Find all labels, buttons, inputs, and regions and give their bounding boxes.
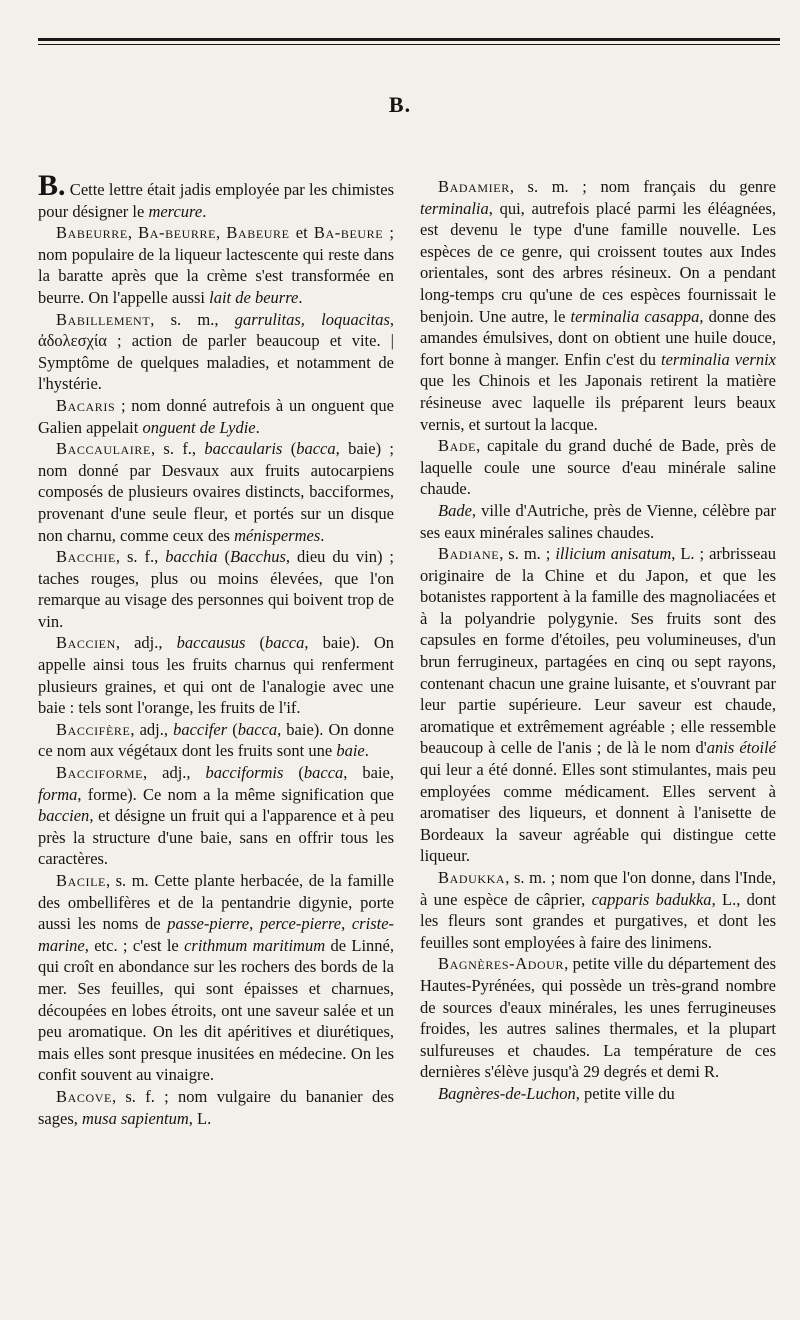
entry-text: , dieu du vin) ; taches rouges, plus ou moins élevées, que l'on remarque au visage des personnes qui boivent trop de vin. (38, 547, 395, 631)
dictionary-entry (38, 169, 394, 222)
headword: Bacaris (56, 395, 116, 415)
entry-text: , etc. ; c'est le (84, 935, 185, 955)
dictionary-entry (420, 176, 776, 435)
dictionary-entry (420, 953, 776, 1083)
entry-text: , L., dont les fleurs sont grandes et purgatives, et dont les feuilles sont employées à faire des linimens. (420, 889, 776, 952)
entry-text: ; nom populaire de la liqueur lactescente qui reste dans la baratte après que la crème s'est transformée en beurre. On l'appelle aussi (38, 223, 394, 307)
entry-text: , (341, 914, 352, 934)
entry-text: , s. f., (115, 547, 166, 567)
entry-text: Cette lettre était jadis employée par les chimistes pour désigner le (38, 180, 394, 221)
entry-text: de Linné, qui croît en abondance sur les rochers des bords de la mer. Ses feuilles, qui sont épaisses et charnues, découpées en lobes étroits, ont une saveur salée et un peu aromatique. On les dit apéritives et diurétiques, mais elles sont presque inusitées en médecine. On les confit souvent au vinaigre. (38, 935, 394, 1085)
entry-text: , L. (188, 1108, 212, 1128)
italic-term: mercure (148, 201, 203, 221)
entry-text: . (364, 741, 369, 761)
italic-term: baccausus (176, 633, 246, 653)
dictionary-entry (420, 543, 776, 867)
entry-text: ( (283, 763, 304, 783)
italic-term: terminalia casappa (570, 306, 700, 326)
dictionary-entry (38, 762, 394, 870)
italic-term: bacciformis (205, 763, 284, 783)
headword: Bacove (56, 1086, 112, 1106)
italic-term: forma (38, 784, 78, 804)
headword: Babeurre (56, 223, 128, 243)
headword: Bacchie (56, 547, 116, 567)
right-column (420, 176, 776, 1105)
page-bottom (0, 1300, 800, 1320)
italic-term: bacchia (165, 547, 218, 567)
italic-term: lait de beurre (209, 287, 299, 307)
headword: Ba-beure (313, 223, 384, 243)
entry-text: , et désigne un fruit qui a l'apparence et à peu près la structure d'une baie, sans en offrir tous les caractères. (38, 806, 394, 869)
entry-text: , s. m. ; (499, 544, 556, 564)
headword: Badiane (438, 544, 500, 564)
italic-term: Bacchus (229, 547, 286, 567)
entry-text: ; nom donné autrefois à un onguent que Galien appelait (38, 395, 394, 437)
entry-text: , s. f., (150, 439, 205, 459)
headword: Baccifère (56, 719, 131, 739)
left-column (38, 169, 395, 1129)
entry-text: , baie) ; nom donné par Desvaux aux fruits autocarpiens composés de plusieurs ovaires distincts, bacciformes, provenant d'une seule fleur, et portés sur un disque non charnu, comme ceux des (38, 439, 395, 545)
italic-term: baie (336, 741, 365, 761)
entry-text: . (255, 417, 260, 437)
dictionary-entry (420, 500, 776, 543)
dictionary-entry (38, 870, 394, 1086)
italic-term: Bagnères-de-Luchon (438, 1083, 576, 1103)
italic-term: baccaularis (204, 439, 283, 459)
entry-text: et (289, 223, 314, 243)
headword: Bagnères-Adour (438, 954, 565, 974)
dictionary-entry (420, 435, 776, 500)
italic-term: Bade (438, 500, 472, 520)
header-rule-thin (38, 44, 780, 45)
entry-text: , s. m., (150, 309, 235, 329)
dictionary-entry (420, 867, 776, 953)
entry-text: , s. f. ; nom vulgaire du bananier des sages, (38, 1086, 394, 1128)
italic-term: bacca (264, 633, 305, 653)
headword: Baccaulaire (56, 439, 151, 459)
entry-text: , forme). Ce nom a la même signification que (77, 784, 394, 804)
dictionary-entry (38, 438, 394, 546)
italic-term: crithmum maritimum (184, 935, 326, 955)
headword: Ba-beurre (138, 223, 217, 243)
entry-text: , capitale du grand duché de Bade, près de laquelle coule une source d'eau minérale saline chaude. (420, 436, 776, 499)
entry-text: . (320, 525, 325, 545)
italic-term: musa sapientum (82, 1108, 189, 1128)
entry-text: . (202, 201, 207, 221)
italic-term: capparis badukka (591, 889, 712, 909)
entry-text: . (298, 287, 303, 307)
drop-cap: B. (38, 169, 66, 202)
italic-term: anis étoilé (706, 738, 776, 758)
headword: Bacile (56, 871, 106, 890)
entry-text: ( (245, 633, 265, 653)
entry-text: qui leur a été donné. Elles sont stimulantes, mais peu employées comme médicament. Elles servent à aromatiser des liqueurs, et donnent à l'anisette de Bordeaux la saveur agréable qui distingue cette liqueur. (420, 760, 776, 866)
entry-text: , adj., (130, 719, 174, 739)
italic-term: bacca (237, 719, 278, 739)
entry-text: , (216, 223, 227, 243)
dictionary-entry (420, 1083, 776, 1105)
headword: Bacciforme (56, 763, 144, 783)
italic-term: criste-marine (38, 914, 395, 955)
entry-text: , (249, 914, 260, 934)
entry-text: , qui, autrefois placé parmi les éléagnées, est devenu le type d'une famille nouvelle. Les espèces de ce genre, qui croissent toutes aux Indes orientales, sont des arbres résineux. On a pendant long-temps cru qu'une de ces espèces fournissait le benjoin. Une autre, le (420, 198, 776, 326)
italic-term: terminalia vernix (661, 349, 776, 369)
headword: Baccien (56, 633, 116, 653)
entry-text: ( (282, 439, 297, 459)
entry-text: , adj., (115, 633, 177, 653)
italic-term: bacca (303, 763, 344, 783)
entry-text: , ἀδολεσχία ; action de parler beaucoup et vite. | Symptôme de quelques maladies, et notamment de l'hystérie. (38, 309, 395, 394)
italic-term: passe-pierre (167, 914, 250, 934)
italic-term: perce-pierre (259, 914, 342, 934)
entry-text: , L. ; arbrisseau originaire de la Chine et du Japon, et que les botanistes rapportent à la famille des magnoliacées et à la polyandrie polygynie. Ses fruits sont des capsules en forme d'étoiles, peu volumineuses, d'un brun ferrugineux, partagées en cinq ou sept rayons, contenant chacun une graine luisante, et s'ouvrant par leur partie supérieure. Leur saveur est chaude, aromatique et extrêmement agréable ; elle ressemble beaucoup à celle de l'anis ; de là le nom d' (420, 544, 776, 758)
headword: Bade (438, 436, 477, 456)
entry-text: , donne des amandes émulsives, dont on obtient une huile douce, fort bonne à manger. Enfin c'est du (420, 306, 776, 369)
italic-term: onguent de Lydie (142, 417, 256, 437)
dictionary-entry (38, 309, 394, 395)
entry-text: , baie). On appelle ainsi tous les fruits charnus qui renferment plusieurs graines, et qui ont de l'analogie avec une baie : tels sont l'orange, les fruits de l'if. (38, 633, 394, 718)
headword: Badamier (438, 177, 510, 196)
italic-term: baccifer (173, 719, 228, 739)
running-head: B. (388, 92, 412, 117)
entry-text: , ville d'Autriche, près de Vienne, célèbre par ses eaux minérales salines chaudes. (420, 500, 776, 542)
header-rule-thick (38, 38, 780, 41)
entry-text: , baie). On donne ce nom aux végétaux dont les fruits sont une (38, 719, 394, 761)
dictionary-entry (38, 395, 394, 438)
dictionary-entry (38, 1086, 394, 1129)
entry-text: , s. m. Cette plante herbacée, de la famille des ombellifères et de la pentandrie digynie, porte aussi les noms de (38, 871, 394, 934)
entry-text: , petite ville du département des Hautes-Pyrénées, qui possède un très-grand nombre de sources d'eaux minérales, les unes ferrugineuses froides, les autres salines thermales, et la plupart sulfureuses et chaudes. La température de ces dernières s'élève jusqu'à 29 degrés et demi R. (420, 954, 776, 1082)
italic-term: baccien (38, 806, 90, 826)
italic-term: terminalia (420, 198, 489, 218)
italic-term: garrulitas, loquacitas (234, 309, 390, 329)
entry-text: , petite ville du (575, 1083, 675, 1103)
dictionary-entry (38, 546, 394, 632)
entry-text: , s. m. ; nom français du genre (509, 177, 776, 196)
headword: Badukka (438, 868, 506, 887)
dictionary-entry (38, 632, 394, 718)
headword: Babillement (56, 309, 151, 329)
entry-text: que les Chinois et les Japonais retirent la matière résineuse avec laquelle ils préparent leurs beaux vernis, et surtout la lacque. (420, 371, 776, 434)
entry-text: ( (217, 547, 230, 567)
entry-text: ( (227, 719, 238, 739)
entry-text: , (127, 223, 139, 243)
dictionary-entry (38, 719, 394, 762)
entry-text: , baie, (343, 763, 394, 783)
italic-term: illicium anisatum (555, 544, 672, 564)
italic-term: ménispermes (234, 525, 321, 545)
entry-text: , s. m. ; nom que l'on donne, dans l'Inde, à une espèce de câprier, (420, 868, 776, 909)
entry-text: , adj., (143, 763, 206, 783)
italic-term: bacca (296, 439, 336, 459)
headword: Babeure (226, 223, 290, 243)
dictionary-entry (38, 222, 394, 308)
